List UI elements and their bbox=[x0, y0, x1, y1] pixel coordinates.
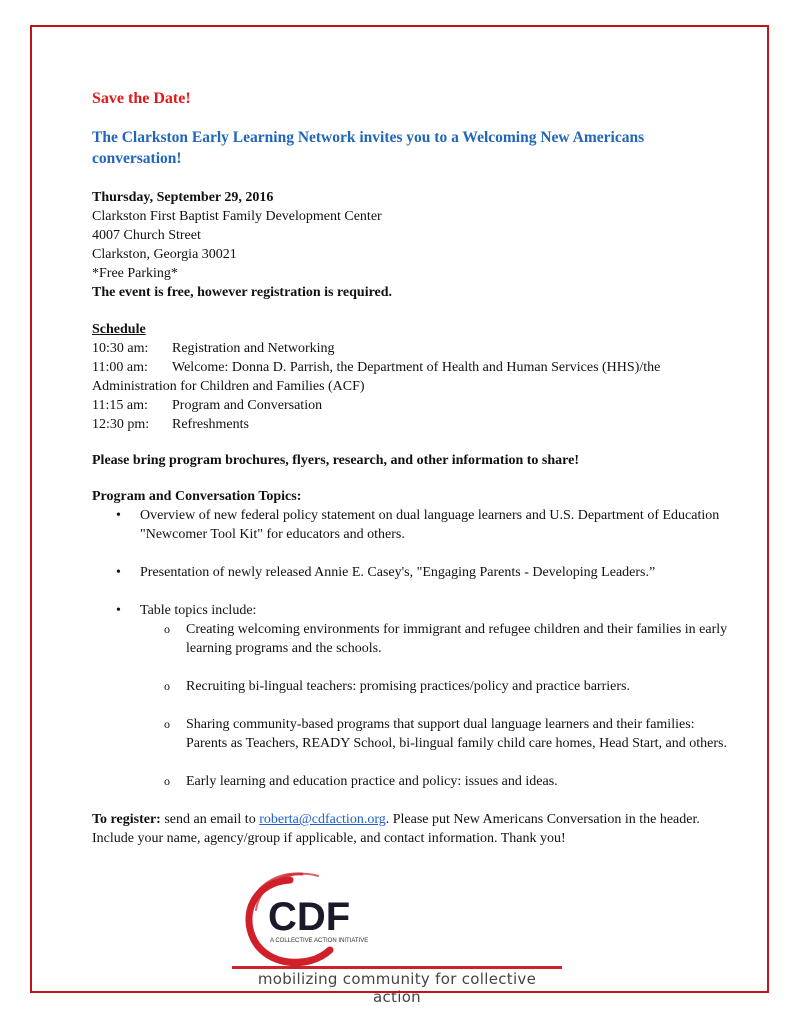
schedule-text: Refreshments bbox=[172, 417, 249, 432]
register-label: To register: bbox=[92, 812, 161, 827]
logo-subtitle: A COLLECTIVE ACTION INITIATIVE bbox=[270, 938, 369, 944]
sub-list-item bbox=[140, 677, 732, 696]
invite-heading: The Clarkston Early Learning Network invites you to a Welcoming New Americans conversation! bbox=[92, 129, 645, 167]
event-parking: *Free Parking* bbox=[92, 266, 178, 281]
registration-note: The event is free, however registration is required. bbox=[92, 285, 393, 300]
list-item bbox=[92, 563, 732, 582]
schedule-text: Program and Conversation bbox=[172, 398, 323, 413]
topic-text: Table topics include: bbox=[140, 603, 257, 618]
schedule-time: 10:30 am: bbox=[92, 341, 149, 356]
flyer-content bbox=[92, 89, 732, 848]
email-link[interactable]: roberta@cdfaction.org bbox=[259, 812, 386, 827]
event-date: Thursday, September 29, 2016 bbox=[92, 190, 274, 205]
sub-topic-text: Sharing community-based programs that support dual language learners and their families: Parents as Teachers, READY School, bi-lingual family child care homes, Head Start, and others. bbox=[186, 717, 727, 751]
circle-bullet-icon: o bbox=[164, 774, 170, 788]
schedule-item bbox=[92, 339, 732, 358]
topic-text: Presentation of newly released Annie E. Casey's, "Engaging Parents - Developing Leaders.” bbox=[140, 565, 656, 580]
logo-tagline: mobilizing community for collective action bbox=[257, 970, 537, 1006]
sub-topic-text: Early learning and education practice and policy: issues and ideas. bbox=[186, 774, 558, 789]
schedule-time: 12:30 pm: bbox=[92, 417, 150, 432]
event-street: 4007 Church Street bbox=[92, 228, 201, 243]
schedule-list bbox=[92, 339, 732, 434]
register-text-after: . Please put New Americans Conversation in the header. Include your name, agency/group if applicable, and contact information. Thank you! bbox=[92, 812, 700, 846]
save-the-date-heading: Save the Date! bbox=[92, 90, 191, 107]
circle-bullet-icon: o bbox=[164, 622, 170, 636]
logo-underline bbox=[232, 966, 562, 969]
topics-heading: Program and Conversation Topics: bbox=[92, 489, 302, 504]
circle-bullet-icon: o bbox=[164, 717, 170, 731]
register-text: send an email to bbox=[160, 812, 260, 827]
schedule-item bbox=[92, 396, 732, 415]
schedule-item bbox=[92, 358, 732, 396]
sub-topic-text: Recruiting bi-lingual teachers: promising practices/policy and practice barriers. bbox=[186, 679, 630, 694]
bring-materials-note: Please bring program brochures, flyers, research, and other information to share! bbox=[92, 453, 579, 468]
sub-list-item bbox=[140, 772, 732, 791]
event-details bbox=[92, 188, 732, 302]
schedule-text: Registration and Networking bbox=[172, 341, 335, 356]
topic-text: Overview of new federal policy statement on dual language learners and U.S. Department of Education "Newcomer Tool Kit" for educators and others. bbox=[140, 508, 720, 542]
logo-wordmark: CDF bbox=[268, 895, 351, 939]
sub-topic-text: Creating welcoming environments for immigrant and refugee children and their families in early learning programs and the schools. bbox=[186, 622, 728, 656]
table-topics-list bbox=[140, 620, 732, 791]
schedule-text: Welcome: Donna D. Parrish, the Department of Health and Human Services (HHS)/the Administration for Children and Families (ACF) bbox=[92, 360, 661, 394]
bullet-icon: • bbox=[116, 565, 121, 580]
schedule-item bbox=[92, 415, 732, 434]
schedule-heading: Schedule bbox=[92, 322, 146, 337]
event-venue: Clarkston First Baptist Family Development Center bbox=[92, 209, 382, 224]
schedule-time: 11:00 am: bbox=[92, 360, 148, 375]
sub-list-item bbox=[140, 715, 732, 753]
circle-bullet-icon: o bbox=[164, 679, 170, 693]
sub-list-item bbox=[140, 620, 732, 658]
list-item bbox=[92, 601, 732, 791]
schedule-time: 11:15 am: bbox=[92, 398, 148, 413]
bullet-icon: • bbox=[116, 603, 121, 618]
bullet-icon: • bbox=[116, 508, 121, 523]
topics-list bbox=[92, 506, 732, 791]
registration-instructions bbox=[92, 810, 732, 848]
list-item bbox=[92, 506, 732, 544]
event-city: Clarkston, Georgia 30021 bbox=[92, 247, 237, 262]
